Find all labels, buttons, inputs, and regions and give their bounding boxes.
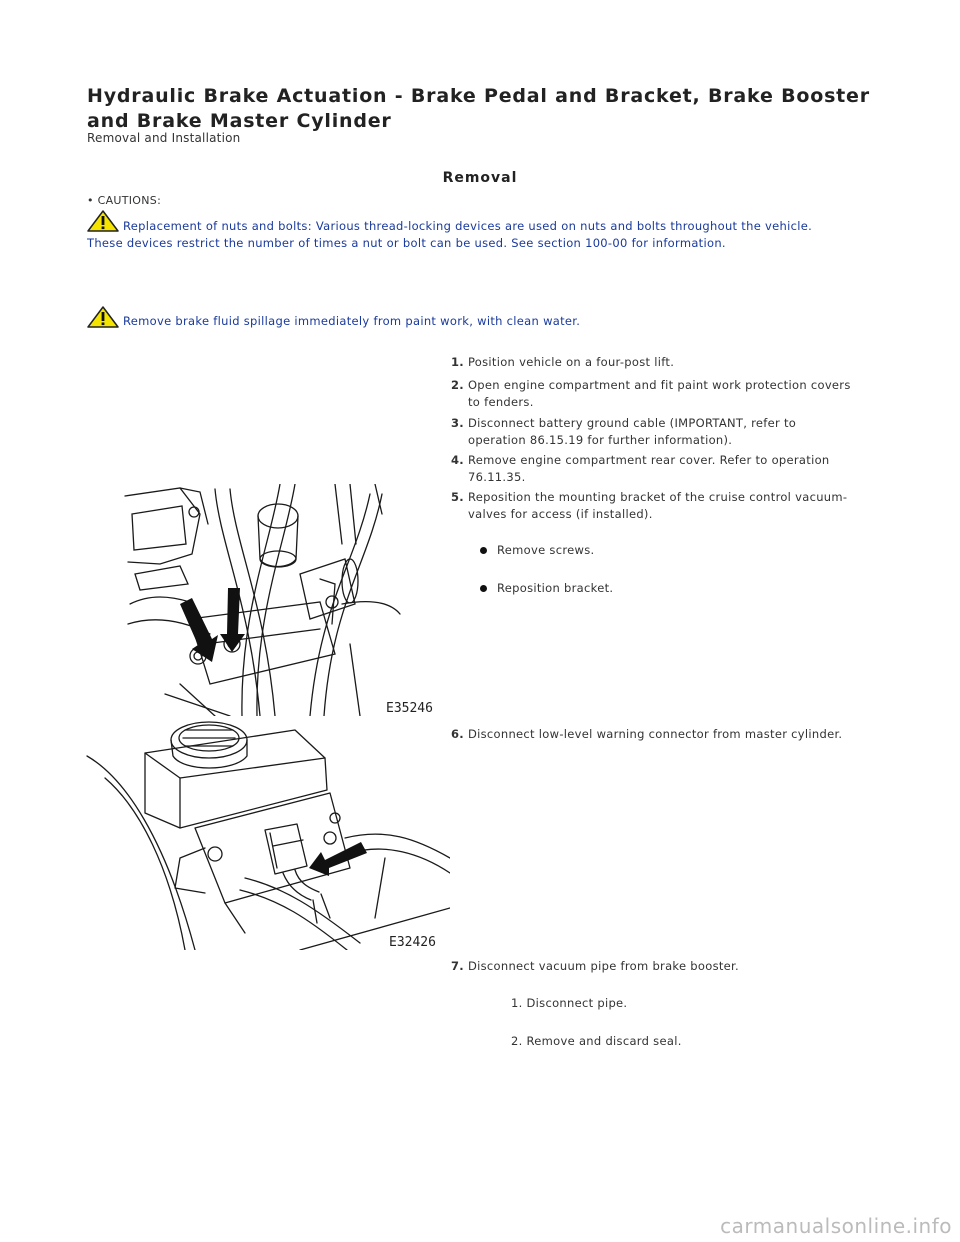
figure-e35246	[120, 484, 445, 716]
section-heading-removal: Removal	[442, 170, 518, 186]
step-number: 5.	[451, 490, 464, 504]
step-number: 4.	[451, 453, 464, 467]
step-5-bullet	[480, 581, 613, 595]
caution-nuts-bolts	[87, 218, 812, 252]
figure-e32426	[85, 718, 450, 950]
step-number: 6.	[451, 727, 464, 741]
bullet-icon	[480, 585, 487, 592]
step-text-cont: 76.11.35.	[468, 470, 526, 484]
step-2	[451, 377, 881, 411]
bullet-text: Remove screws.	[497, 543, 595, 557]
step-text: Disconnect vacuum pipe from brake booster.	[467, 959, 739, 973]
caution-brake-fluid	[87, 313, 580, 330]
bullet-icon	[480, 547, 487, 554]
step-text-cont: to fenders.	[468, 395, 534, 409]
figure-label: E32426	[389, 935, 436, 950]
watermark: carmanualsonline.info	[720, 1214, 952, 1238]
step-number: 7.	[451, 959, 464, 973]
step-text: Remove engine compartment rear cover. Refer to operation	[467, 453, 830, 467]
cautions-label: • CAUTIONS:	[87, 194, 162, 207]
step-5-bullet	[480, 543, 594, 557]
caution-line: These devices restrict the number of times a nut or bolt can be used. See section 100-00 for information.	[87, 236, 726, 250]
step-7-substep: 1. Disconnect pipe.	[511, 996, 628, 1010]
step-text: Position vehicle on a four-post lift.	[467, 355, 675, 369]
step-text: Reposition the mounting bracket of the cruise control vacuum-	[467, 490, 848, 504]
step-number: 3.	[451, 416, 464, 430]
caution-line: Replacement of nuts and bolts: Various thread-locking devices are used on nuts and bolts throughout the vehicle.	[123, 219, 813, 233]
step-text-cont: operation 86.15.19 for further information).	[468, 433, 733, 447]
step-7	[451, 958, 881, 975]
page-title: Hydraulic Brake Actuation - Brake Pedal and Bracket, Brake Booster and Brake Master Cylinder	[87, 85, 870, 132]
step-7-substep: 2. Remove and discard seal.	[511, 1034, 682, 1048]
step-number: 2.	[451, 378, 464, 392]
step-1	[451, 354, 881, 371]
caution-line: Remove brake fluid spillage immediately from paint work, with clean water.	[123, 314, 581, 328]
step-4	[451, 452, 881, 486]
step-text: Disconnect battery ground cable (IMPORTANT, refer to	[467, 416, 797, 430]
page-subtitle: Removal and Installation	[87, 131, 241, 145]
step-text: Open engine compartment and fit paint work protection covers	[467, 378, 851, 392]
figure-label: E35246	[386, 701, 433, 716]
step-text: Disconnect low-level warning connector from master cylinder.	[467, 727, 843, 741]
bullet-text: Reposition bracket.	[497, 581, 614, 595]
step-5	[451, 489, 881, 523]
step-3	[451, 415, 881, 449]
step-number: 1.	[451, 355, 464, 369]
step-text-cont: valves for access (if installed).	[468, 507, 653, 521]
step-6	[451, 726, 881, 743]
